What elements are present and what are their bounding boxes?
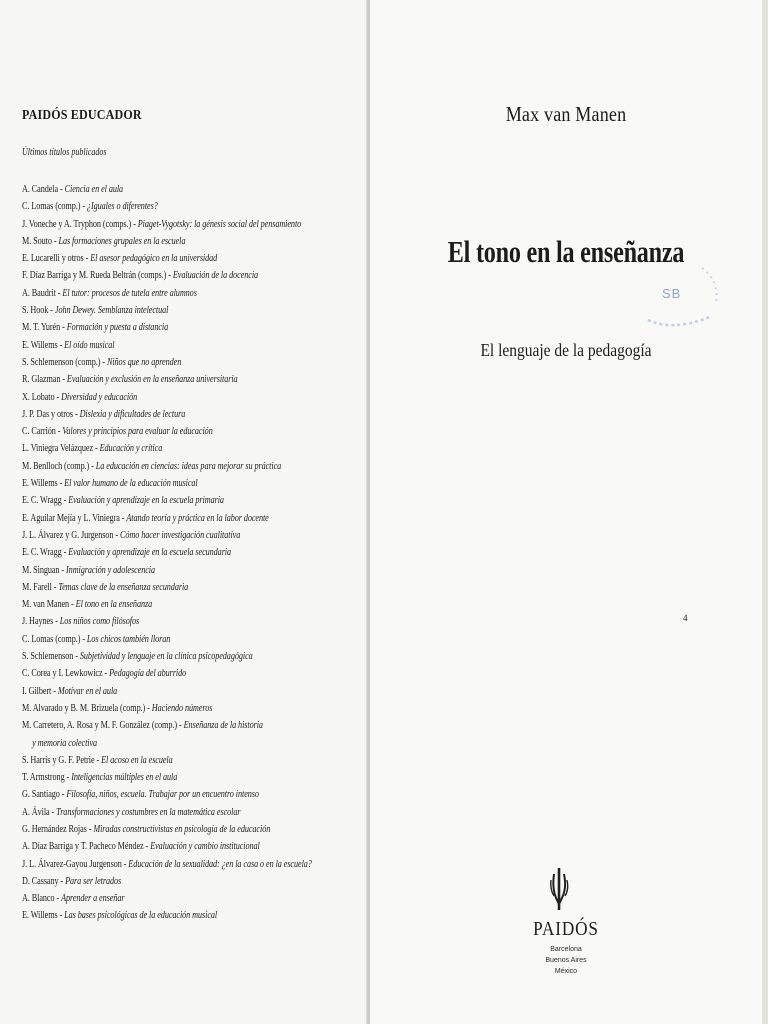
- entry-author: S. Harris y G. F. Petrie -: [22, 754, 102, 766]
- title-entry: [22, 769, 279, 786]
- entry-author: C. Lomas (comp.) -: [22, 633, 87, 645]
- title-entry: [22, 267, 279, 284]
- entry-author: M. van Manen -: [22, 599, 76, 611]
- entry-author: M. Souto -: [22, 235, 59, 247]
- title-entry: [22, 683, 279, 700]
- entry-work: Inteligencias múltiples en el aula: [71, 772, 178, 784]
- entry-author: M. Carretero, A. Rosa y M. F. González (comp.) -: [22, 720, 184, 732]
- title-entry: [22, 458, 282, 475]
- entry-work: y memoria colectiva: [32, 737, 98, 749]
- publisher-name: PAIDÓS: [533, 918, 599, 940]
- entry-author: E. C. Wragg -: [22, 547, 69, 559]
- entry-author: G. Santiago -: [22, 789, 67, 801]
- title-entry: [22, 492, 279, 509]
- entry-work: ¿Iguales o diferentes?: [86, 201, 158, 213]
- title-entry: [22, 700, 279, 717]
- entry-work: Evaluación y exclusión en la enseñanza universitaria: [66, 374, 238, 386]
- entry-work: Filosofía, niños, escuela. Trabajar por un encuentro intenso: [66, 789, 259, 801]
- entry-work: El tutor: procesos de tutela entre alumnos: [62, 287, 197, 299]
- library-stamp: [640, 262, 720, 334]
- entry-author: J. P. Das y otros -: [22, 408, 80, 420]
- title-entry: [22, 319, 279, 336]
- entry-author: M. Benlloch (comp.) -: [22, 460, 96, 472]
- title-entry: [22, 406, 279, 423]
- entry-author: X. Lobato -: [22, 391, 62, 403]
- title-entry: [22, 371, 279, 388]
- entry-author: R. Glazman -: [22, 374, 67, 386]
- title-entry: [22, 233, 279, 250]
- entry-work: Las formaciones grupales en la escuela: [58, 235, 186, 247]
- entry-work: Para ser letrados: [65, 875, 122, 887]
- title-entry: [22, 440, 279, 457]
- entry-work: Aprender a enseñar: [61, 893, 125, 905]
- entry-author: M. Singuan -: [22, 564, 67, 576]
- title-entry: [22, 735, 279, 752]
- entry-work: El acoso en la escuela: [101, 754, 173, 766]
- entry-work: El valor humano de la educación musical: [64, 478, 198, 490]
- title-entry: [22, 804, 279, 821]
- published-titles-list: [22, 181, 352, 925]
- title-entry: [22, 181, 279, 198]
- city-label: México: [554, 968, 578, 975]
- title-entry: [22, 527, 279, 544]
- title-entry: [22, 198, 279, 215]
- entry-author: T. Armstrong -: [22, 772, 72, 784]
- title-entry: [22, 786, 279, 803]
- title-entry: [22, 596, 279, 613]
- entry-work: El asesor pedagógico en la universidad: [90, 253, 218, 265]
- entry-author: A. Díaz Barriga y T. Pacheco Méndez -: [22, 841, 151, 853]
- entry-work: Pedagogía del aburrido: [109, 668, 187, 680]
- entry-author: E. Aguilar Mejía y L. Viniegra -: [22, 512, 127, 524]
- title-entry: [22, 423, 279, 440]
- entry-work: Ciencia en el aula: [64, 184, 124, 195]
- entry-author: D. Cassany -: [22, 875, 66, 887]
- entry-work: Miradas constructivistas en psicología de la educación: [93, 823, 271, 835]
- entry-work: Dislexia y dificultades de lectura: [79, 408, 186, 420]
- entry-work: Subjetividad y lenguaje en la clínica psicopedagógica: [79, 651, 253, 663]
- entry-author: L. Viniegra Velázquez -: [22, 443, 100, 455]
- title-entry: [22, 613, 279, 630]
- title-entry: [22, 856, 312, 873]
- entry-work: Inmigración y adolescencia: [66, 564, 155, 576]
- entry-author: C. Corea y I. Lewkowicz -: [22, 668, 110, 680]
- title-entry: [22, 648, 279, 665]
- entry-work: El tono en la enseñanza: [75, 599, 153, 611]
- entry-author: E. Willems -: [22, 339, 65, 351]
- series-subtitle: Últimos títulos publicados: [22, 147, 107, 158]
- entry-author: E. Lucarelli y otros -: [22, 253, 91, 265]
- author-name: Max van Manen: [505, 102, 627, 126]
- entry-author: S. Schlemenson -: [22, 651, 80, 663]
- entry-author: F. Díaz Barriga y M. Rueda Beltrán (comps.) -: [22, 270, 173, 282]
- title-entry: [22, 354, 279, 371]
- title-entry: [22, 665, 279, 682]
- entry-work: Diversidad y educación: [61, 391, 138, 403]
- entry-work: John Dewey. Semblanza intelectual: [54, 305, 169, 317]
- entry-work: Evaluación y aprendizaje en la escuela secundaria: [68, 547, 232, 559]
- entry-author: J. Voneche y A. Tryphon (comps.) -: [22, 218, 138, 230]
- title-entry: [22, 821, 279, 838]
- entry-work: Evaluación de la docencia: [172, 270, 259, 282]
- entry-work: Temas clave de la enseñanza secundaria: [58, 581, 189, 593]
- entry-author: E. C. Wragg -: [22, 495, 69, 507]
- entry-work: Los niños como filósofos: [59, 616, 140, 628]
- page-edge: [762, 0, 768, 1024]
- entry-author: G. Hernández Rojas -: [22, 823, 94, 835]
- entry-author: A. Blanco -: [22, 893, 62, 905]
- entry-author: C. Lomas (comp.) -: [22, 201, 87, 213]
- city-label: Buenos Aires: [545, 957, 587, 964]
- entry-author: C. Carrión -: [22, 426, 63, 438]
- entry-author: J. Haynes -: [22, 616, 60, 628]
- title-entry: [22, 285, 279, 302]
- entry-work: Enseñanza de la historia: [183, 720, 263, 732]
- city-label: Barcelona: [550, 946, 582, 953]
- entry-work: Transformaciones y costumbres en la matemática escolar: [56, 806, 241, 818]
- entry-author: S. Hook -: [22, 305, 55, 317]
- entry-author: A. Baudrit -: [22, 287, 63, 299]
- entry-author: I. Gilbert -: [22, 685, 58, 697]
- entry-work: Evaluación y cambio institucional: [150, 841, 260, 853]
- page-number: 4: [683, 613, 688, 623]
- paidos-logo-icon: [548, 866, 570, 912]
- publisher-cities: [370, 944, 762, 977]
- title-entry: [22, 337, 279, 354]
- title-entry: [22, 838, 279, 855]
- entry-author: M. Farell -: [22, 581, 59, 593]
- title-entry: [22, 631, 279, 648]
- entry-author: M. T. Yurén -: [22, 322, 67, 334]
- entry-work: Piaget-Vygotsky: la génesis social del pensamiento: [137, 218, 302, 230]
- title-entry: [22, 475, 279, 492]
- entry-work: Valores y principios para evaluar la educación: [62, 426, 213, 438]
- entry-work: Haciendo números: [151, 702, 213, 714]
- entry-work: Educación de la sexualidad: ¿en la casa o en la escuela?: [128, 858, 312, 870]
- entry-work: Formación y puesta a distancia: [66, 322, 169, 334]
- entry-author: A. Candela -: [22, 184, 65, 195]
- entry-work: El oído musical: [64, 339, 115, 351]
- entry-author: M. Alvarado y B. M. Brizuela (comp.) -: [22, 702, 152, 714]
- title-entry: [22, 544, 279, 561]
- entry-work: Motivar en el aula: [57, 685, 118, 697]
- title-entry: [22, 752, 279, 769]
- title-entry: [22, 389, 279, 406]
- title-entry: [22, 562, 279, 579]
- left-page: [0, 0, 368, 1024]
- entry-work: La educación en ciencias: ideas para mejorar su práctica: [95, 460, 282, 472]
- title-entry: [22, 907, 279, 924]
- entry-author: E. Willems -: [22, 910, 65, 922]
- book-subtitle: El lenguaje de la pedagogía: [480, 340, 652, 360]
- entry-work: Los chicos también lloran: [86, 633, 171, 645]
- title-entry: [22, 579, 279, 596]
- stamp-label: SB: [662, 286, 682, 301]
- title-entry: [22, 216, 302, 233]
- entry-author: J. L. Álvarez-Gayou Jurgenson -: [22, 858, 129, 870]
- series-title: PAIDÓS EDUCADOR: [22, 108, 142, 123]
- title-entry: [22, 250, 279, 267]
- title-entry: [22, 890, 279, 907]
- entry-work: Atando teoría y práctica en la labor docente: [126, 512, 269, 524]
- entry-work: Cómo hacer investigación cualitativa: [119, 529, 241, 541]
- title-entry: [22, 717, 279, 734]
- title-entry: [22, 302, 279, 319]
- entry-author: J. L. Álvarez y G. Jurgenson -: [22, 529, 120, 541]
- entry-author: S. Schlemenson (comp.) -: [22, 356, 107, 368]
- entry-author: A. Ávila -: [22, 806, 57, 818]
- entry-work: Las bases psicológicas de la educación musical: [64, 910, 218, 922]
- entry-work: Evaluación y aprendizaje en la escuela primaria: [68, 495, 224, 507]
- title-entry: [22, 510, 279, 527]
- entry-work: Educación y crítica: [99, 443, 163, 455]
- entry-work: Niños que no aprenden: [106, 356, 182, 368]
- entry-author: E. Willems -: [22, 478, 65, 490]
- book-title: El tono en la enseñanza: [447, 234, 685, 269]
- title-entry: [22, 873, 279, 890]
